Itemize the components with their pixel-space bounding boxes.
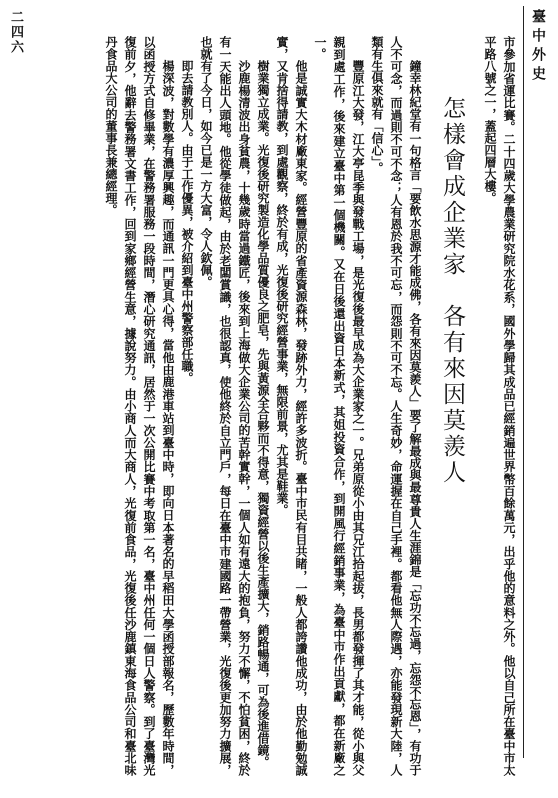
paragraph-2: 豐原江大發，江大亭昆季與發戰工場，是光復後最早成為大企業家之一。兄弟原從小由其兄江拾起拔，長男都發揮了其才能，從小與父親到處工作，後來建立臺中第一個機關。又在日後還出資日本新式，其姐投資合作，到開風行經銷事業，為臺中市作出貢獻，都在新廠之一。: [313, 36, 365, 776]
paragraph-6: 即去請教別人。由于工作優異，被介紹到臺中州警察部任職。: [180, 60, 194, 384]
intro-paragraph: 市參加省運比賽。二十四歲大學農業研究院水花系，國外學歸其成品已經銷遍世界幣百餘萬元，出乎他的意料之外。他以自己所在臺中市太平路八號之一，蓋起四層大樓。: [483, 36, 516, 776]
section-headline: 怎樣會成企業家 各有來因莫羨人: [439, 96, 465, 486]
running-head-title: 臺中外史: [530, 9, 546, 85]
paragraph-4: 樹業獨立成業。光復後研究製造化學品質優良之肥皂，先與黃源全合夥而不得意，獨資經營以後生產擴大，銷路暢通，可為後進借鏡。: [256, 60, 270, 768]
paragraph-1: 鐘幸林紀堂有一句格言「要飲水思源才能成佛，各有來因莫羨人」要了解最成與最尊貴人生涯錦是「忘功不忘過，忘怨不忘恩」，有功于人不可念，而過則不可不念；人有恩於我不可忘，而怨則不可不忘。人生奇妙，命運握在自己手裡。都看他無人際遇，亦能發現新大陸，人類有生俱來就有「信心」。: [370, 36, 422, 776]
article-body: [34, 36, 518, 776]
page-number: 二四六: [8, 10, 23, 55]
paragraph-5: 沙鹿楊清波出身貧農，十幾歲時當過鐵匠，後來到上海做大企業公司的苦幹實幹，一個人如有遠大的抱負，努力不懈，不怕貧困，終於有一天能出人頭地。他從學徒做起，由於老闆賞識，也很認真，使他終於自立門戶，每日在臺中市建國路一帶營業，光復後更加努力擴展，也就有了今日，如今已是一方大富，令人欽佩。: [199, 36, 251, 776]
header-rule: [523, 6, 524, 758]
paragraph-7: 楊深波，對數學有濃厚興趣，而通訊一門更具心得，當他由鹿港車站到臺中時，即向日本著名的早稻田大學函授部報名，歷數年時間，以函授方式自修畢業，在警務署服務一段時間，潛心研究通訊，居然于一次公開比賽中考取第一名，臺中州任何一個日人警察。到了臺灣光復前夕，他辭去警務署文書工作，回到家鄉經營生意，據說努力。由小商人而大商人，光復前食品，光復後任沙鹿鎮東海食品公司和臺北味丹食品大公司的董事長兼總經理。: [104, 36, 175, 776]
paragraph-3: 他是誠實大木材廠東家。經營豐原的省產資源森林，發跡外力，經許多波折。臺中市民有目共睹，一般人都誇讚他成功，由於他勤勉誠實，又肯捨得請教，到處觀察，終於有成，光復後研究經營事業，無限前景，尤其是鞋業。: [275, 36, 308, 776]
